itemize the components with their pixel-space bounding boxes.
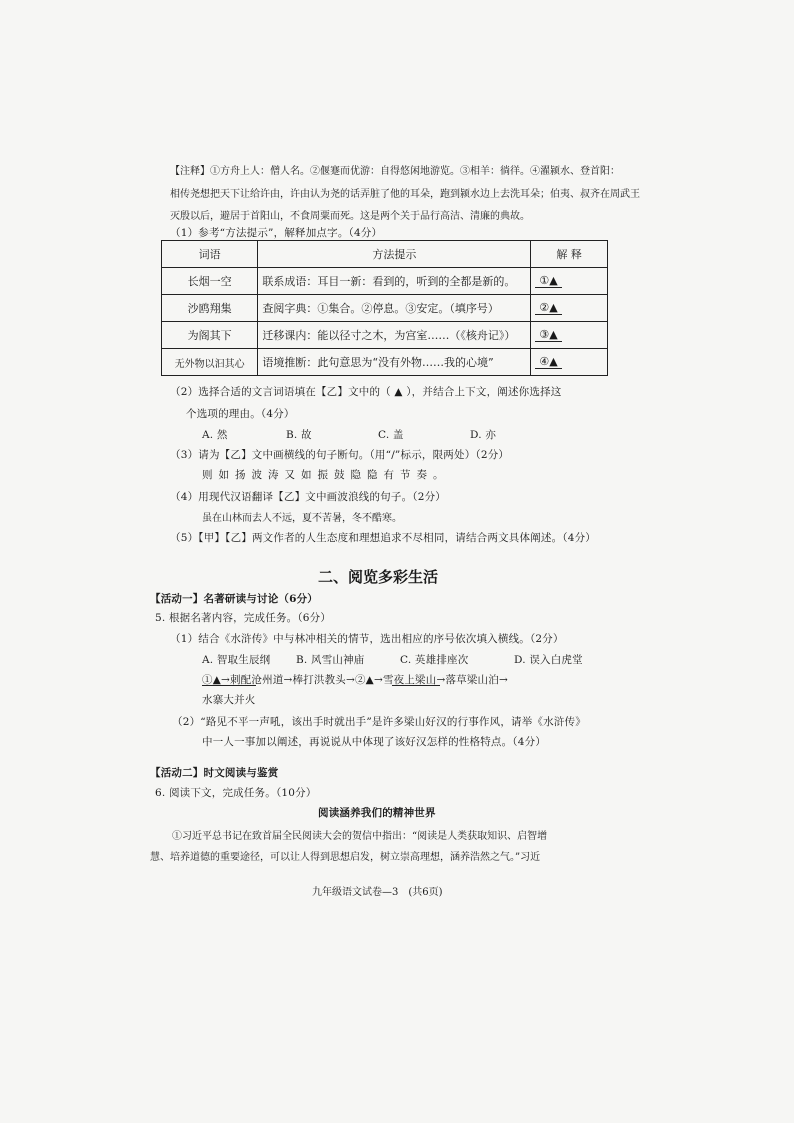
table-row xyxy=(162,349,608,376)
sub1-option-c[interactable]: C. 英雄排座次 xyxy=(400,654,469,666)
blank-1-underline[interactable] xyxy=(202,685,256,686)
header-hint: 方法提示 xyxy=(258,241,531,268)
q3-line-1: （3）请为【乙】文中画横线的句子断句。（用“/”标示，限两处）（2分） xyxy=(170,449,510,461)
q2-option-d[interactable]: D. 亦 xyxy=(470,429,497,441)
row-answer-blank[interactable]: ①▲ xyxy=(531,268,608,295)
row-hint: 迁移课内：能以径寸之木，为宫室……（《核舟记》） xyxy=(258,322,531,349)
row-answer-blank[interactable]: ②▲ xyxy=(531,295,608,322)
q2-line-1: （2）选择合适的文言词语填在【乙】文中的（ ▲ ），并结合上下文，阐述你选择这 xyxy=(170,386,562,398)
row-word: 沙鸥翔集 xyxy=(162,295,258,322)
q4-sentence: 虽在山林而去人不远，夏不苦暑，冬不酷寒。 xyxy=(202,513,402,524)
q2-line-2: 个选项的理由。（4分） xyxy=(186,408,295,420)
table-row xyxy=(162,268,608,295)
row-answer-blank[interactable]: ③▲ xyxy=(531,322,608,349)
q3-sentence: 则如扬波涛又如振鼓隐隐有节奏。 xyxy=(202,469,450,481)
q4-line-1: （4）用现代汉语翻译【乙】文中画波浪线的句子。（2分） xyxy=(170,491,447,503)
row-hint: 联系成语：耳目一新：看到的，听到的全都是新的。 xyxy=(258,268,531,295)
table-row xyxy=(162,295,608,322)
activity-2-heading: 【活动二】时文阅读与鉴赏 xyxy=(150,767,279,779)
task-5-sub-2-line-1: （2）“路见不平一声吼，该出手时就出手”是许多梁山好汉的行事作风，请举《水浒传》 xyxy=(172,716,586,728)
table-header-row xyxy=(162,241,608,268)
notes-line-2: 相传尧想把天下让给许由，许由认为尧的话弄脏了他的耳朵，跑到颍水边上去洗耳朵；伯夷、叔齐在周武王 xyxy=(170,189,640,200)
sub1-option-b[interactable]: B. 风雪山神庙 xyxy=(296,654,365,666)
header-answer: 解 释 xyxy=(531,241,608,268)
row-hint: 语境推断：此句意思为“没有外物……我的心境” xyxy=(258,349,531,376)
task-5: 5. 根据名著内容，完成任务。（6分） xyxy=(155,612,332,624)
q2-option-b[interactable]: B. 故 xyxy=(286,429,312,441)
sub1-option-d[interactable]: D. 误入白虎堂 xyxy=(514,654,583,666)
row-word: 无外物以汩其心 xyxy=(162,349,258,376)
sub1-option-a[interactable]: A. 智取生辰纲 xyxy=(202,654,271,666)
q1-prompt: （1）参考“方法提示”，解释加点字。（4分） xyxy=(170,227,383,239)
article-title: 阅读涵养我们的精神世界 xyxy=(318,807,436,819)
activity-1-heading: 【活动一】名著研读与讨论（6分） xyxy=(150,593,319,605)
task-5-sub-1: （1）结合《水浒传》中与林冲相关的情节，选出相应的序号依次填入横线。（2分） xyxy=(170,633,564,645)
table-row xyxy=(162,322,608,349)
row-word: 长烟一空 xyxy=(162,268,258,295)
vocab-table xyxy=(161,240,608,376)
row-hint: 查阅字典：①集合。②停息。③安定。（填序号） xyxy=(258,295,531,322)
row-answer-blank[interactable]: ④▲ xyxy=(531,349,608,376)
notes-line-3: 灭殷以后，避居于首阳山，不食周粟而死。这是两个关于品行高洁、清廉的典故。 xyxy=(170,211,530,222)
q2-option-a[interactable]: A. 然 xyxy=(202,429,228,441)
task-6: 6. 阅读下文，完成任务。（10分） xyxy=(155,787,317,799)
row-word: 为阁其下 xyxy=(162,322,258,349)
q5-line-1: （5）【甲】【乙】两文作者的人生态度和理想追求不尽相同，请结合两文具体阐述。（4分） xyxy=(170,532,597,544)
article-para-1-line-1: ①习近平总书记在致首届全民阅读大会的贺信中指出：“阅读是人类获取知识、启智增 xyxy=(172,831,548,842)
section-title: 二、阅览多彩生活 xyxy=(318,568,439,586)
header-word: 词语 xyxy=(162,241,258,268)
sequence-line-2: 水寨大并火 xyxy=(202,694,256,706)
article-para-1-line-2: 慧、培养道德的重要途径，可以让人得到思想启发，树立崇高理想，涵养浩然之气。”习近 xyxy=(150,852,541,863)
blank-2-underline[interactable] xyxy=(392,685,440,686)
notes-line-1: 【注释】①方舟上人：僧人名。②偃蹇而优游：自得悠闲地游览。③相羊：徜徉。④濯颍水、登首阳： xyxy=(170,166,620,177)
q2-option-c[interactable]: C. 盖 xyxy=(378,429,404,441)
page-footer: 九年级语文试卷—3 (共6页) xyxy=(312,887,443,898)
sequence-line-1: ①▲→刺配沧州道→棒打洪教头→②▲→雪夜上梁山→落草梁山泊→ xyxy=(202,674,508,686)
task-5-sub-2-line-2: 中一人一事加以阐述，再说说从中体现了该好汉怎样的性格特点。（4分） xyxy=(202,736,547,748)
